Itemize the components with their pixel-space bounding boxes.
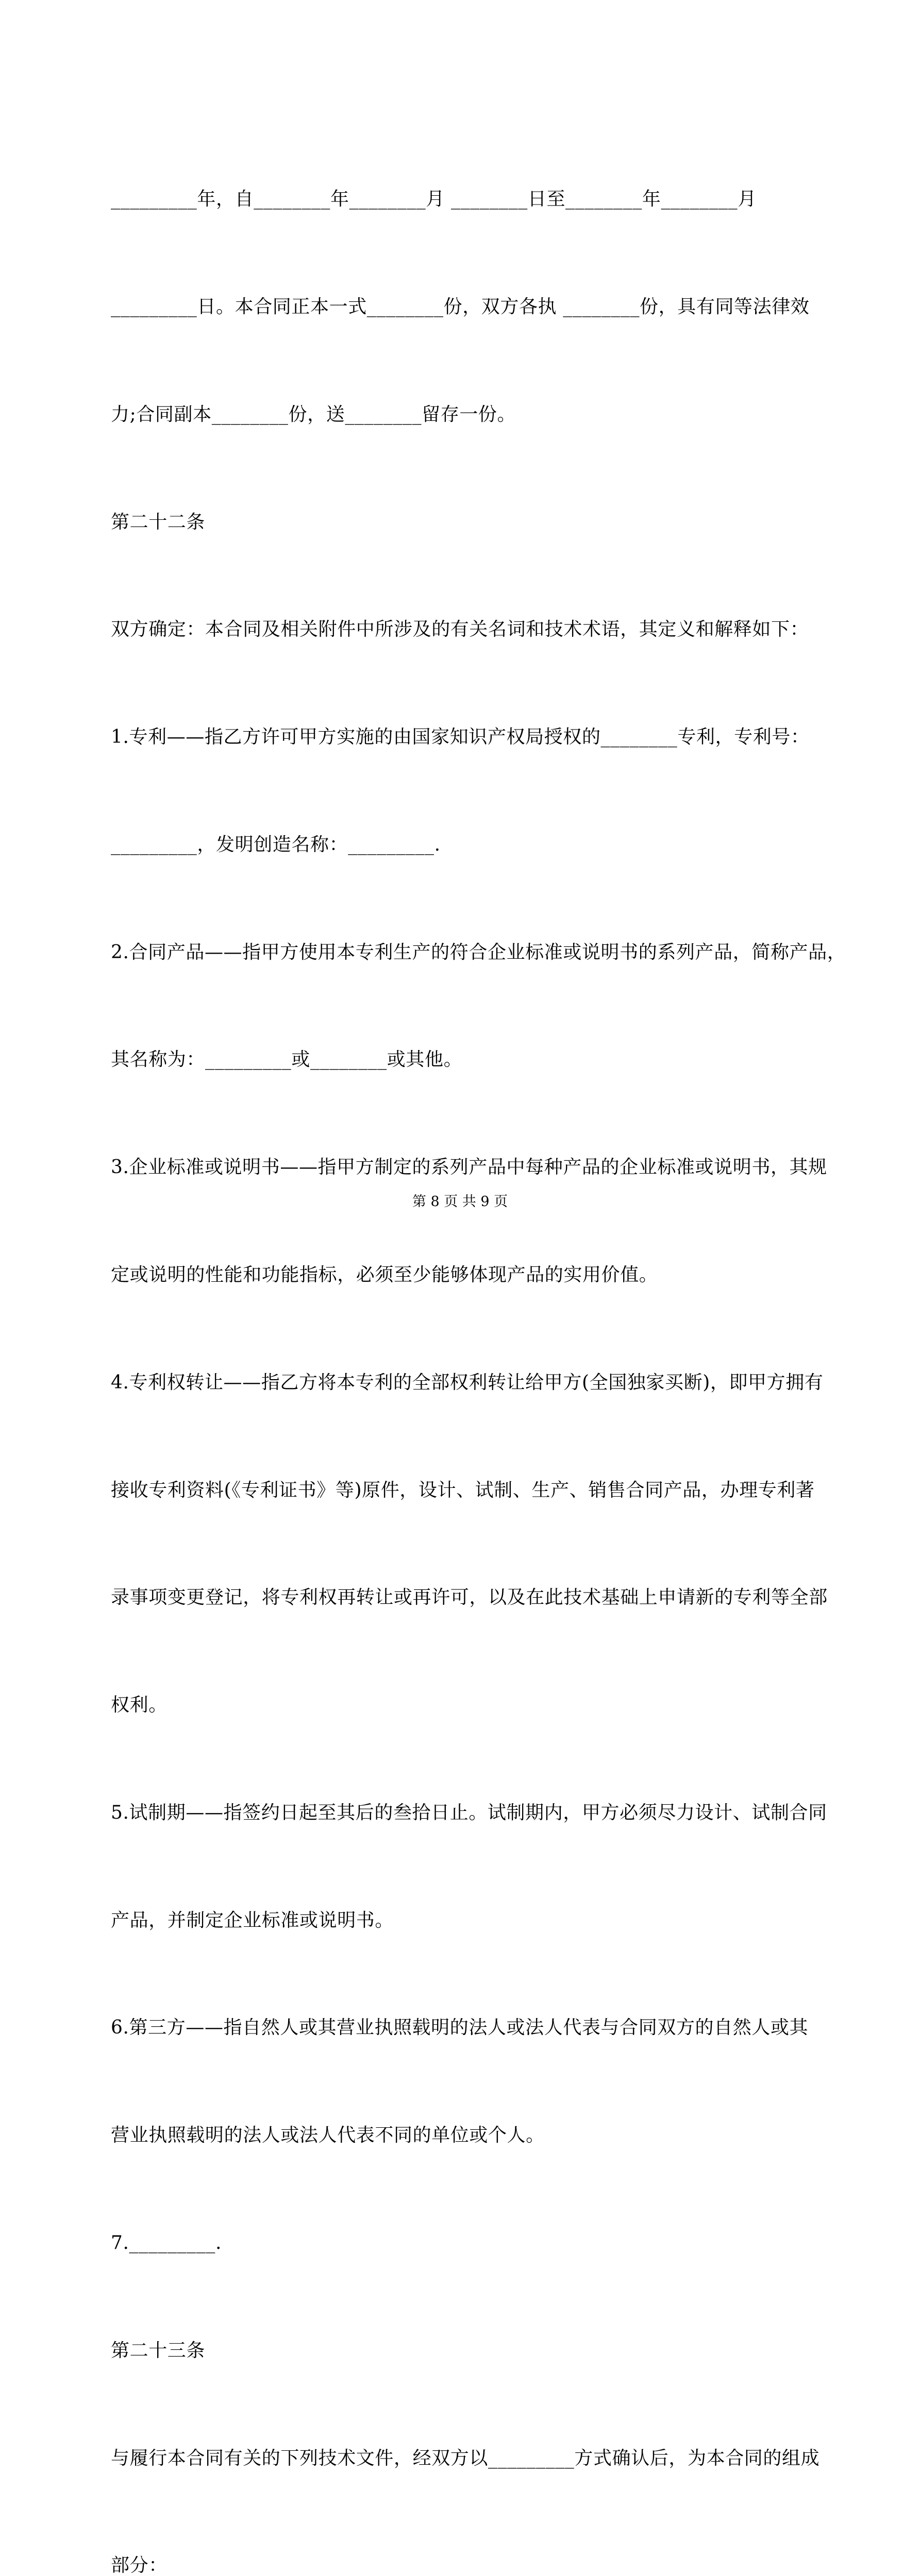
text-line: 7._________. <box>111 2232 222 2254</box>
text-line: _________日。本合同正本一式________份，双方各执 ________份，具有同等法律效 <box>111 296 810 317</box>
text-line: 力;合同副本________份，送________留存一份。 <box>111 403 516 425</box>
text-line: 接收专利资料(《专利证书》等)原件，设计、试制、生产、销售合同产品，办理专利著 <box>111 1479 815 1501</box>
text-line: _________，发明创造名称：_________. <box>111 834 441 855</box>
text-line: 定或说明的性能和功能指标，必须至少能够体现产品的实用价值。 <box>111 1264 658 1285</box>
page-footer: 第 8 页 共 9 页 <box>412 1194 508 1210</box>
text-line: _________年，自________年________月 ________日至________年________月 <box>111 189 757 210</box>
article-heading: 第二十三条 <box>111 2340 206 2361</box>
text-line: 双方确定：本合同及相关附件中所涉及的有关名词和技术术语，其定义和解释如下： <box>111 619 809 640</box>
text-line: 其名称为：_________或________或其他。 <box>111 1049 463 1071</box>
text-line: 1.专利——指乙方许可甲方实施的由国家知识产权局授权的________专利，专利号： <box>111 726 810 748</box>
text-line: 6.第三方——指自然人或其营业执照载明的法人或法人代表与合同双方的自然人或其 <box>111 2017 809 2039</box>
text-line: 权利。 <box>111 1694 168 1716</box>
document-body <box>111 110 846 2576</box>
text-line: 4.专利权转让——指乙方将本专利的全部权利转让给甲方(全国独家买断)，即甲方拥有 <box>111 1371 824 1393</box>
text-line: 录事项变更登记，将专利权再转让或再许可，以及在此技术基础上申请新的专利等全部 <box>111 1587 828 1608</box>
text-line: 2.合同产品——指甲方使用本专利生产的符合企业标准或说明书的系列产品，简称产品， <box>111 941 846 963</box>
text-line: 与履行本合同有关的下列技术文件，经双方以_________方式确认后，为本合同的组成 <box>111 2447 820 2469</box>
text-line: 营业执照载明的法人或法人代表不同的单位或个人。 <box>111 2125 545 2146</box>
text-line: 部分： <box>111 2555 168 2576</box>
article-heading: 第二十二条 <box>111 511 206 533</box>
text-line: 产品，并制定企业标准或说明书。 <box>111 1909 394 1931</box>
text-line: 5.试制期——指签约日起至其后的叁拾日止。试制期内，甲方必须尽力设计、试制合同 <box>111 1802 827 1823</box>
text-line: 3.企业标准或说明书——指甲方制定的系列产品中每种产品的企业标准或说明书，其规 <box>111 1157 827 1178</box>
